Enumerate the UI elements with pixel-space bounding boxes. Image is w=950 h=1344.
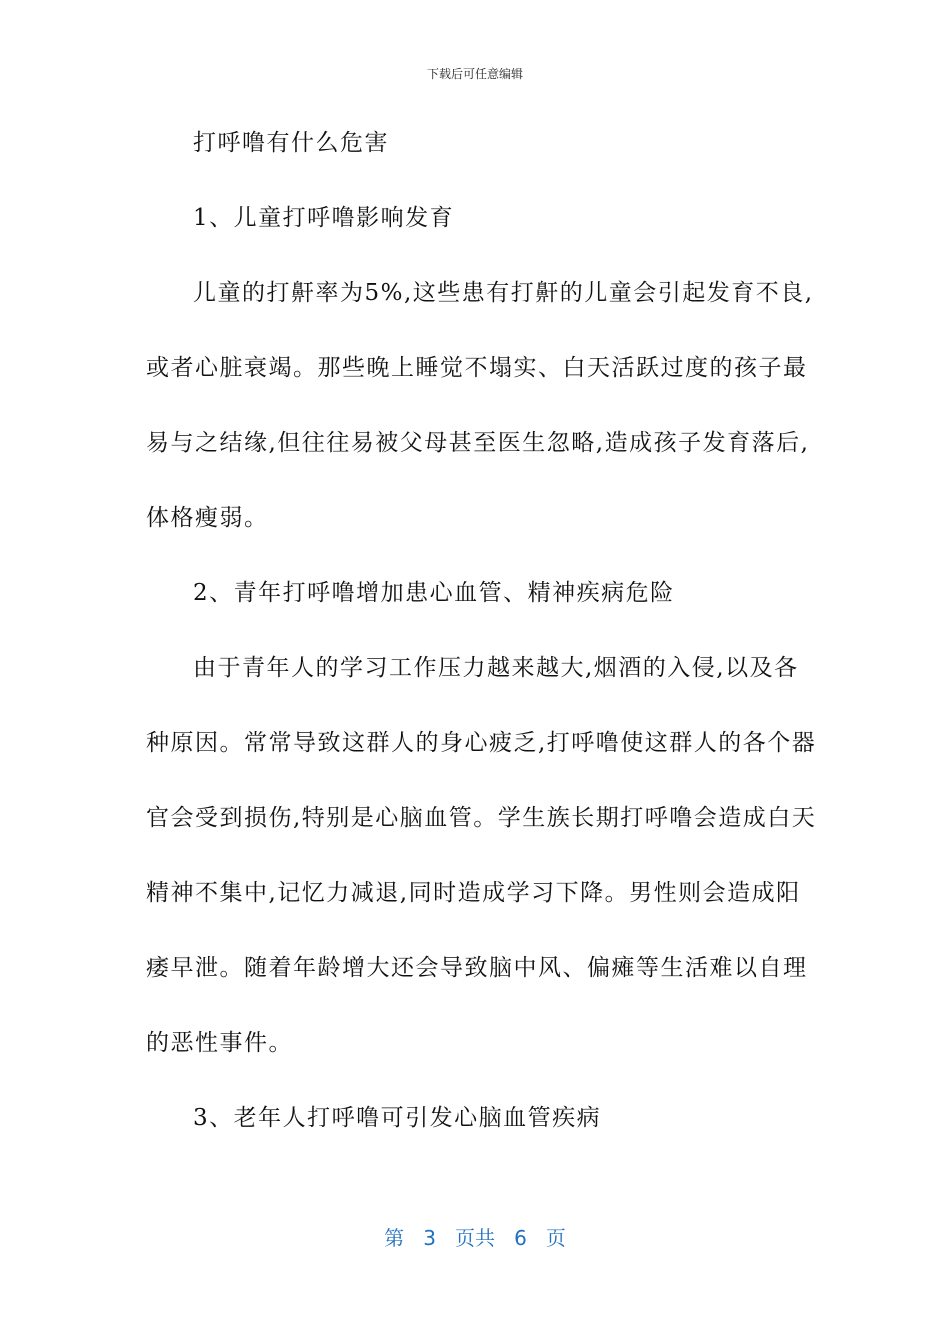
page-footer [0, 1224, 950, 1252]
section-heading-3: 3、老年人打呼噜可引发心脑血管疾病 [193, 1105, 602, 1131]
document-title: 打呼噜有什么危害 [193, 130, 389, 156]
paragraph-line: 精神不集中,记忆力减退,同时造成学习下降。男性则会造成阳 [146, 880, 801, 906]
footer-total-pages: 6 [514, 1226, 527, 1250]
footer-middle: 页共 [455, 1226, 495, 1250]
paragraph-line: 的恶性事件。 [146, 1030, 293, 1056]
paragraph-line: 种原因。常常导致这群人的身心疲乏,打呼噜使这群人的各个器 [146, 730, 817, 756]
paragraph-line: 或者心脏衰竭。那些晚上睡觉不塌实、白天活跃过度的孩子最 [146, 355, 808, 381]
paragraph-line: 儿童的打鼾率为5%,这些患有打鼾的儿童会引起发育不良, [193, 280, 814, 306]
paragraph-line: 官会受到损伤,特别是心脑血管。学生族长期打呼噜会造成白天 [146, 805, 817, 831]
paragraph-line: 体格瘦弱。 [146, 505, 269, 531]
document-body [146, 118, 817, 1168]
footer-suffix: 页 [545, 1226, 566, 1250]
footer-prefix: 第 [384, 1226, 405, 1250]
paragraph-line: 由于青年人的学习工作压力越来越大,烟酒的入侵,以及各 [193, 655, 799, 681]
section-heading-1: 1、儿童打呼噜影响发育 [193, 205, 455, 231]
paragraph-line: 痿早泄。随着年龄增大还会导致脑中风、偏瘫等生活难以自理 [146, 955, 808, 981]
paragraph-line: 易与之结缘,但往往易被父母甚至医生忽略,造成孩子发育落后, [146, 430, 810, 456]
page-header: 下载后可任意编辑 [426, 67, 523, 81]
footer-current-page: 3 [423, 1226, 436, 1250]
section-heading-2: 2、青年打呼噜增加患心血管、精神疾病危险 [193, 580, 675, 606]
